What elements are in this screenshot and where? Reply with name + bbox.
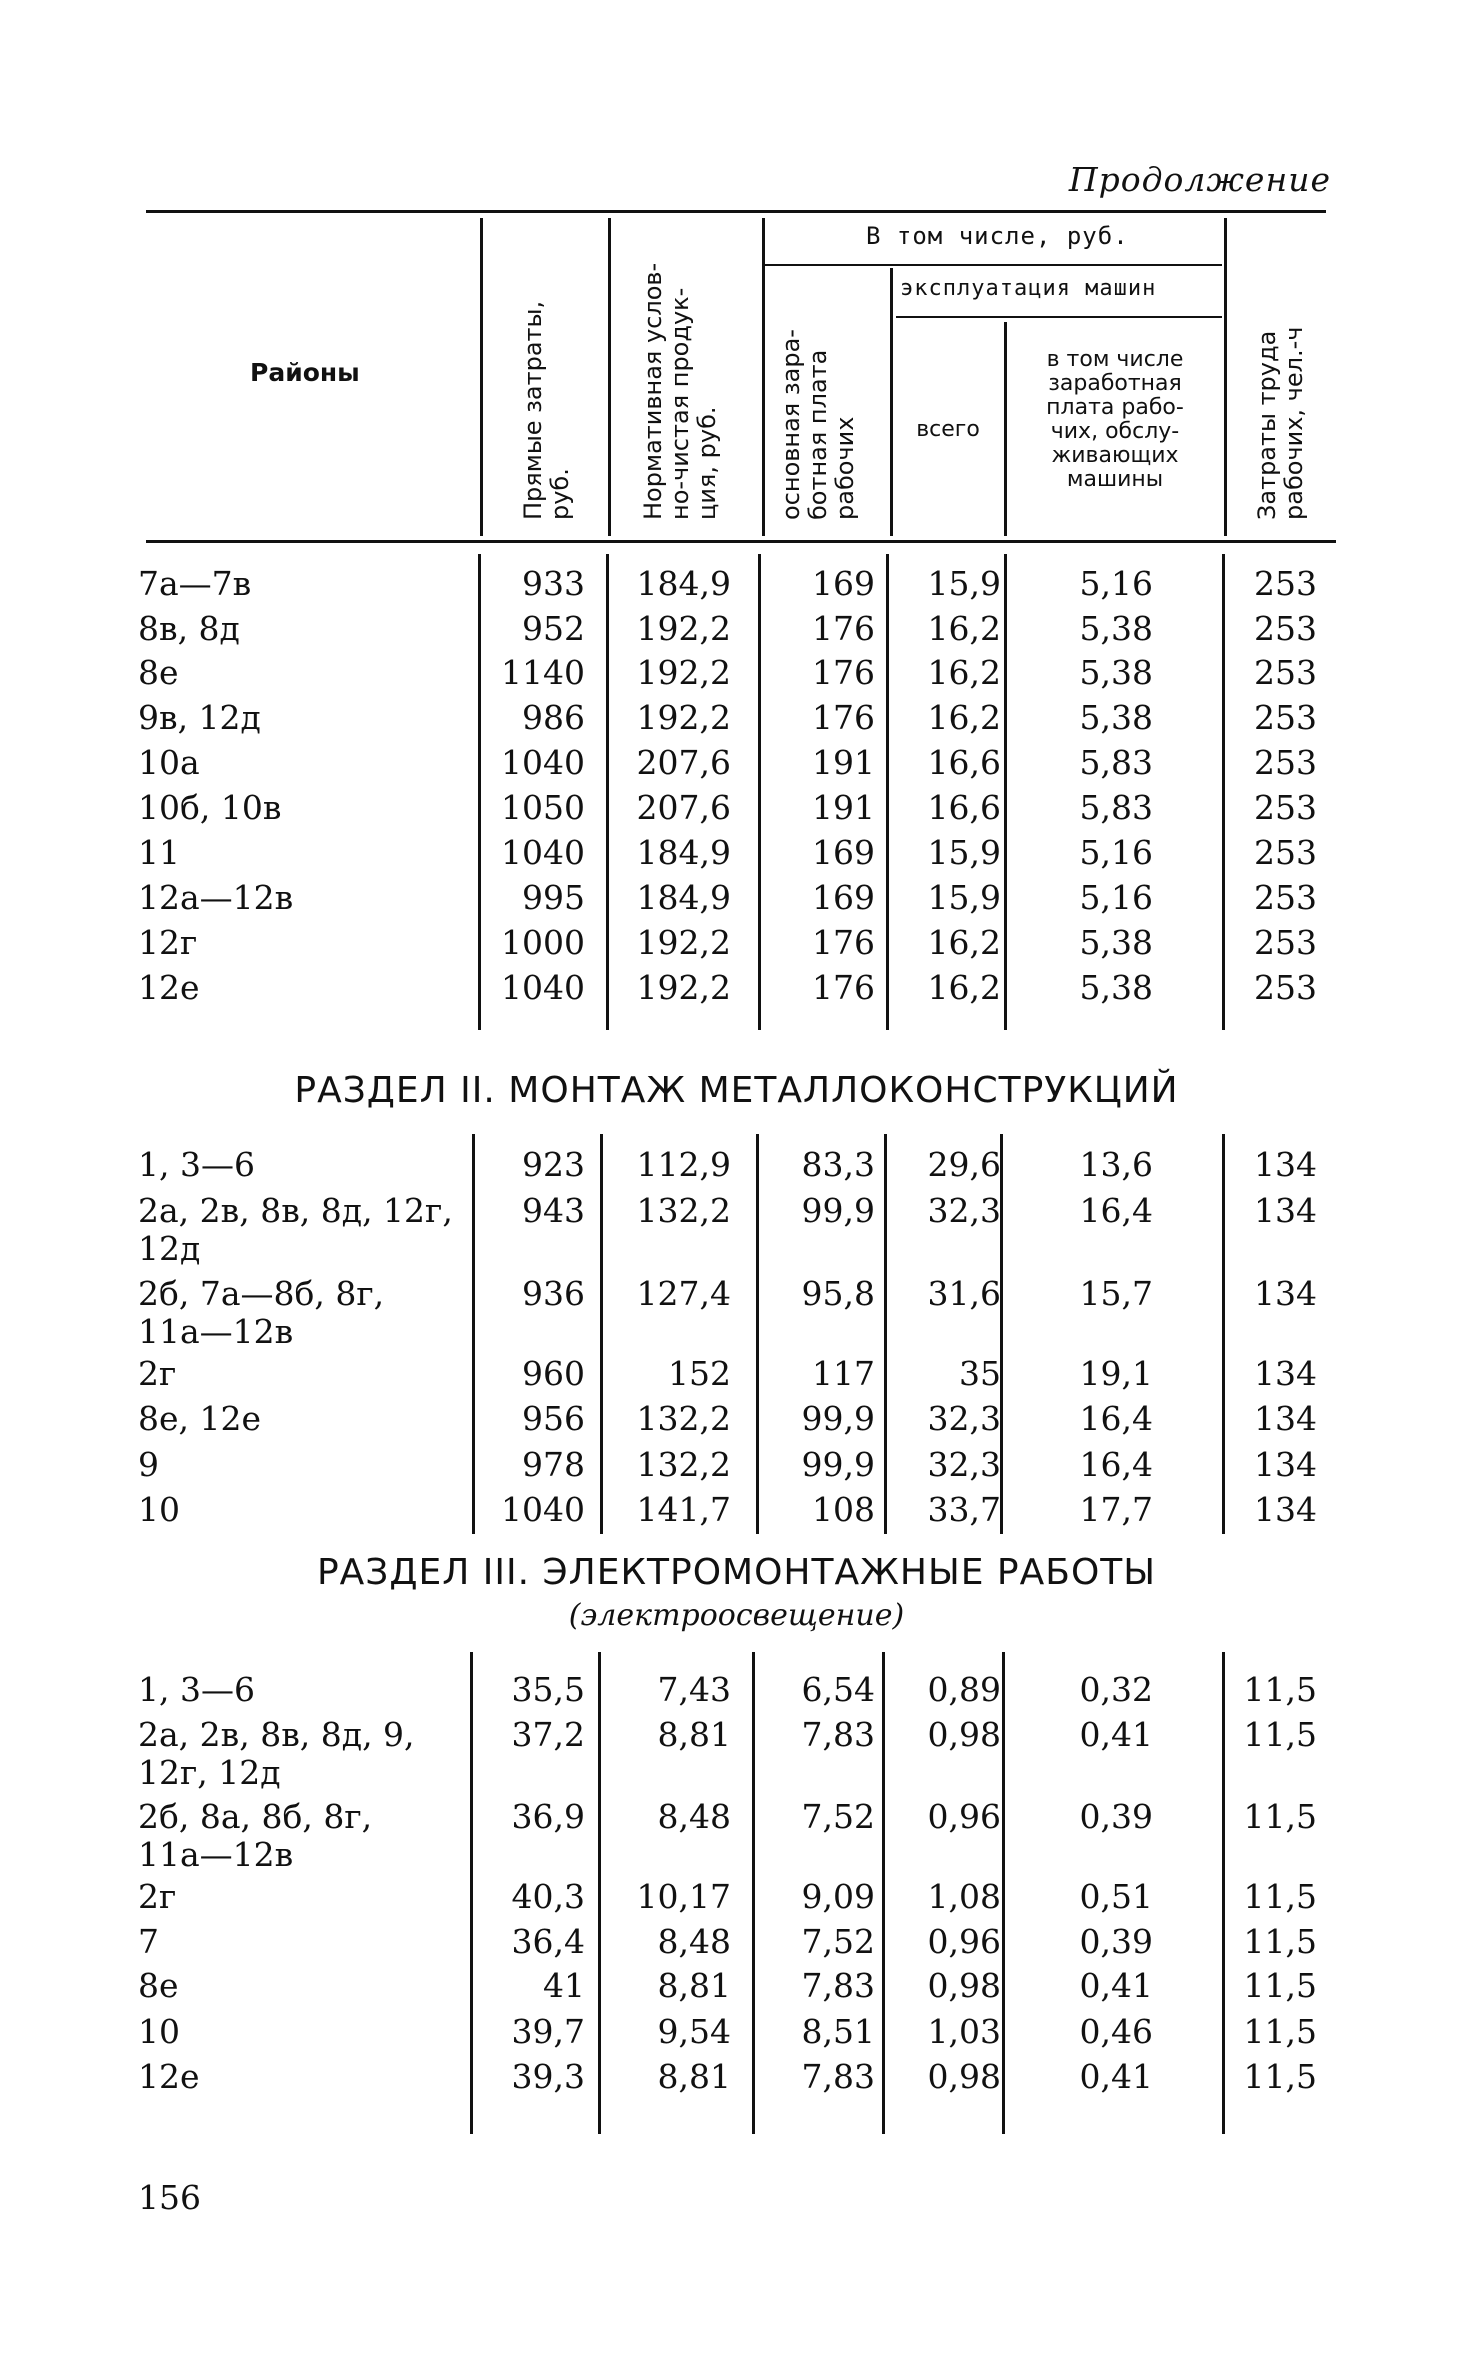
cell-direct-costs: 995 xyxy=(522,878,585,917)
cell-machine-wage: 17,7 xyxy=(1079,1490,1153,1529)
cell-district: 10 xyxy=(138,1490,180,1529)
s1-col-line-6 xyxy=(1222,554,1225,1030)
cell-machine-wage: 0,32 xyxy=(1079,1670,1153,1709)
cell-machine-wage: 0,41 xyxy=(1079,2057,1153,2096)
cell-machine-total: 16,2 xyxy=(927,923,1001,962)
cell-normative-output: 207,6 xyxy=(636,788,731,827)
cell-machine-total: 29,6 xyxy=(927,1145,1001,1184)
cell-direct-costs: 40,3 xyxy=(511,1877,585,1916)
cell-direct-costs: 36,9 xyxy=(511,1797,585,1836)
cell-normative-output: 8,81 xyxy=(657,2057,731,2096)
header-top-rule xyxy=(146,210,1326,213)
page-number: 156 xyxy=(138,2178,201,2217)
cell-direct-costs: 923 xyxy=(522,1145,585,1184)
cell-machine-wage: 0,51 xyxy=(1079,1877,1153,1916)
cell-base-wage: 117 xyxy=(812,1354,875,1393)
cell-normative-output: 184,9 xyxy=(636,878,731,917)
header-bottom-rule xyxy=(146,540,1336,543)
cell-machine-wage: 5,16 xyxy=(1079,564,1153,603)
cell-district: 12е xyxy=(138,2057,200,2096)
cell-labor: 11,5 xyxy=(1243,1670,1317,1709)
cell-labor: 253 xyxy=(1254,833,1317,872)
s3-col-line-1 xyxy=(470,1652,473,2134)
cell-labor: 253 xyxy=(1254,564,1317,603)
cell-district: 11 xyxy=(138,833,180,872)
cell-normative-output: 192,2 xyxy=(636,609,731,648)
cell-labor: 134 xyxy=(1254,1274,1317,1313)
cell-machine-total: 16,2 xyxy=(927,653,1001,692)
cell-district: 8в, 8д xyxy=(138,609,240,648)
cell-machine-total: 0,89 xyxy=(927,1670,1001,1709)
cell-machine-total: 15,9 xyxy=(927,833,1001,872)
cell-base-wage: 176 xyxy=(812,698,875,737)
cell-base-wage: 7,83 xyxy=(801,1966,875,2005)
cell-machine-wage: 16,4 xyxy=(1079,1191,1153,1230)
cell-district: 10 xyxy=(138,2012,180,2051)
header-total: всего xyxy=(916,417,980,442)
cell-normative-output: 9,54 xyxy=(657,2012,731,2051)
cell-machine-total: 16,6 xyxy=(927,743,1001,782)
cell-labor: 253 xyxy=(1254,923,1317,962)
cell-normative-output: 10,17 xyxy=(636,1877,731,1916)
cell-machine-total: 16,2 xyxy=(927,698,1001,737)
cell-machine-total: 33,7 xyxy=(927,1490,1001,1529)
cell-machine-wage: 16,4 xyxy=(1079,1445,1153,1484)
cell-machine-total: 15,9 xyxy=(927,878,1001,917)
cell-normative-output: 141,7 xyxy=(636,1490,731,1529)
cell-base-wage: 99,9 xyxy=(801,1191,875,1230)
cell-machine-wage: 0,39 xyxy=(1079,1922,1153,1961)
cell-machine-total: 0,96 xyxy=(927,1797,1001,1836)
cell-district: 2а, 2в, 8в, 8д, 9, 12г, 12д xyxy=(138,1715,415,1792)
continued-label: Продолжение xyxy=(1068,160,1331,199)
header-including: В том числе, руб. xyxy=(866,222,1129,250)
cell-direct-costs: 1040 xyxy=(501,743,585,782)
cell-base-wage: 99,9 xyxy=(801,1399,875,1438)
cell-district: 2б, 8а, 8б, 8г, 11а—12в xyxy=(138,1797,373,1874)
cell-labor: 11,5 xyxy=(1243,1715,1317,1754)
cell-district: 9 xyxy=(138,1445,159,1484)
cell-normative-output: 7,43 xyxy=(657,1670,731,1709)
cell-normative-output: 192,2 xyxy=(636,968,731,1007)
cell-machine-wage: 5,16 xyxy=(1079,878,1153,917)
header-base-wage: основная зара- ботная плата рабочих xyxy=(777,329,859,520)
cell-labor: 134 xyxy=(1254,1354,1317,1393)
cell-machine-total: 15,9 xyxy=(927,564,1001,603)
cell-base-wage: 169 xyxy=(812,878,875,917)
cell-direct-costs: 35,5 xyxy=(511,1670,585,1709)
cell-direct-costs: 952 xyxy=(522,609,585,648)
cell-direct-costs: 1140 xyxy=(501,653,585,692)
cell-district: 2а, 2в, 8в, 8д, 12г, 12д xyxy=(138,1191,453,1268)
cell-base-wage: 95,8 xyxy=(801,1274,875,1313)
header-col-line-2 xyxy=(608,218,611,536)
cell-machine-wage: 16,4 xyxy=(1079,1399,1153,1438)
cell-labor: 134 xyxy=(1254,1145,1317,1184)
cell-direct-costs: 936 xyxy=(522,1274,585,1313)
header-incl-wage: в том числе заработная плата рабо- чих, обслу- живающих машины xyxy=(1046,347,1184,492)
s3-col-line-2 xyxy=(598,1652,601,2134)
cell-labor: 134 xyxy=(1254,1191,1317,1230)
s3-col-line-5 xyxy=(1002,1652,1005,2134)
cell-machine-wage: 15,7 xyxy=(1079,1274,1153,1313)
header-col-line-6 xyxy=(1224,218,1227,536)
cell-district: 9в, 12д xyxy=(138,698,261,737)
cell-direct-costs: 37,2 xyxy=(511,1715,585,1754)
cell-direct-costs: 1040 xyxy=(501,968,585,1007)
cell-direct-costs: 933 xyxy=(522,564,585,603)
header-districts: Районы xyxy=(250,358,360,387)
header-col-line-3 xyxy=(762,218,765,536)
s3-col-line-6 xyxy=(1222,1652,1225,2134)
s3-col-line-4 xyxy=(882,1652,885,2134)
cell-labor: 134 xyxy=(1254,1490,1317,1529)
cell-district: 1, 3—6 xyxy=(138,1670,255,1709)
cell-machine-total: 32,3 xyxy=(927,1399,1001,1438)
cell-district: 2г xyxy=(138,1877,177,1916)
s1-col-line-1 xyxy=(478,554,481,1030)
cell-district: 10а xyxy=(138,743,200,782)
cell-direct-costs: 39,7 xyxy=(511,2012,585,2051)
cell-machine-total: 1,08 xyxy=(927,1877,1001,1916)
cell-base-wage: 176 xyxy=(812,923,875,962)
cell-machine-wage: 0,41 xyxy=(1079,1715,1153,1754)
header-col-line-1 xyxy=(480,218,483,536)
cell-labor: 134 xyxy=(1254,1445,1317,1484)
cell-direct-costs: 986 xyxy=(522,698,585,737)
cell-labor: 253 xyxy=(1254,743,1317,782)
cell-machine-wage: 0,46 xyxy=(1079,2012,1153,2051)
cell-base-wage: 83,3 xyxy=(801,1145,875,1184)
cell-district: 1, 3—6 xyxy=(138,1145,255,1184)
cell-normative-output: 112,9 xyxy=(636,1145,731,1184)
cell-base-wage: 7,83 xyxy=(801,2057,875,2096)
cell-district: 12г xyxy=(138,923,198,962)
cell-base-wage: 6,54 xyxy=(801,1670,875,1709)
cell-normative-output: 192,2 xyxy=(636,653,731,692)
cell-direct-costs: 978 xyxy=(522,1445,585,1484)
cell-machine-total: 0,96 xyxy=(927,1922,1001,1961)
cell-base-wage: 176 xyxy=(812,968,875,1007)
cell-normative-output: 207,6 xyxy=(636,743,731,782)
cell-normative-output: 192,2 xyxy=(636,698,731,737)
cell-normative-output: 8,81 xyxy=(657,1966,731,2005)
cell-normative-output: 184,9 xyxy=(636,833,731,872)
s1-col-line-5 xyxy=(1004,554,1007,1030)
cell-district: 8е xyxy=(138,653,179,692)
cell-base-wage: 8,51 xyxy=(801,2012,875,2051)
cell-machine-total: 32,3 xyxy=(927,1191,1001,1230)
cell-normative-output: 8,48 xyxy=(657,1797,731,1836)
cell-district: 2б, 7а—8б, 8г, 11а—12в xyxy=(138,1274,385,1351)
cell-normative-output: 192,2 xyxy=(636,923,731,962)
cell-district: 7 xyxy=(138,1922,159,1961)
s2-col-line-4 xyxy=(884,1134,887,1534)
header-col-line-5 xyxy=(1004,322,1007,536)
cell-district: 8е, 12е xyxy=(138,1399,262,1438)
cell-base-wage: 7,83 xyxy=(801,1715,875,1754)
cell-normative-output: 8,48 xyxy=(657,1922,731,1961)
cell-base-wage: 7,52 xyxy=(801,1797,875,1836)
cell-base-wage: 191 xyxy=(812,788,875,827)
cell-labor: 253 xyxy=(1254,609,1317,648)
cell-machine-wage: 5,38 xyxy=(1079,609,1153,648)
section3-title: РАЗДЕЛ III. ЭЛЕКТРОМОНТАЖНЫЕ РАБОТЫ xyxy=(316,1552,1157,1593)
cell-base-wage: 9,09 xyxy=(801,1877,875,1916)
cell-labor: 11,5 xyxy=(1243,1922,1317,1961)
cell-direct-costs: 1000 xyxy=(501,923,585,962)
cell-direct-costs: 41 xyxy=(543,1966,585,2005)
cell-base-wage: 176 xyxy=(812,653,875,692)
s1-col-line-2 xyxy=(606,554,609,1030)
cell-normative-output: 184,9 xyxy=(636,564,731,603)
cell-direct-costs: 36,4 xyxy=(511,1922,585,1961)
cell-machine-wage: 19,1 xyxy=(1079,1354,1153,1393)
cell-labor: 11,5 xyxy=(1243,1797,1317,1836)
cell-labor: 11,5 xyxy=(1243,1877,1317,1916)
s2-col-line-6 xyxy=(1222,1134,1225,1534)
section2-title: РАЗДЕЛ II. МОНТАЖ МЕТАЛЛОКОНСТРУКЦИЙ xyxy=(294,1070,1179,1111)
cell-labor: 11,5 xyxy=(1243,2012,1317,2051)
cell-base-wage: 99,9 xyxy=(801,1445,875,1484)
s2-col-line-3 xyxy=(756,1134,759,1534)
cell-normative-output: 127,4 xyxy=(636,1274,731,1313)
cell-base-wage: 169 xyxy=(812,564,875,603)
cell-machine-wage: 5,38 xyxy=(1079,923,1153,962)
cell-machine-total: 0,98 xyxy=(927,1966,1001,2005)
cell-machine-total: 0,98 xyxy=(927,2057,1001,2096)
cell-district: 7а—7в xyxy=(138,564,252,603)
cell-machine-wage: 13,6 xyxy=(1079,1145,1153,1184)
cell-labor: 253 xyxy=(1254,698,1317,737)
cell-direct-costs: 39,3 xyxy=(511,2057,585,2096)
cell-machine-total: 1,03 xyxy=(927,2012,1001,2051)
cell-labor: 253 xyxy=(1254,968,1317,1007)
cell-machine-total: 16,6 xyxy=(927,788,1001,827)
cell-base-wage: 176 xyxy=(812,609,875,648)
machine-rule xyxy=(896,316,1222,318)
cell-machine-wage: 0,39 xyxy=(1079,1797,1153,1836)
cell-labor: 253 xyxy=(1254,788,1317,827)
cell-machine-total: 16,2 xyxy=(927,609,1001,648)
cell-machine-total: 0,98 xyxy=(927,1715,1001,1754)
cell-normative-output: 152 xyxy=(668,1354,731,1393)
cell-base-wage: 169 xyxy=(812,833,875,872)
cell-machine-total: 35 xyxy=(959,1354,1001,1393)
cell-base-wage: 7,52 xyxy=(801,1922,875,1961)
cell-district: 10б, 10в xyxy=(138,788,282,827)
s2-col-line-1 xyxy=(472,1134,475,1534)
cell-base-wage: 108 xyxy=(812,1490,875,1529)
cell-direct-costs: 956 xyxy=(522,1399,585,1438)
cell-labor: 253 xyxy=(1254,878,1317,917)
cell-normative-output: 132,2 xyxy=(636,1445,731,1484)
cell-machine-wage: 5,83 xyxy=(1079,788,1153,827)
including-rule xyxy=(764,264,1222,266)
cell-machine-wage: 5,38 xyxy=(1079,968,1153,1007)
cell-base-wage: 191 xyxy=(812,743,875,782)
cell-district: 12е xyxy=(138,968,200,1007)
header-machine-operation: эксплуатация машин xyxy=(900,276,1157,301)
cell-direct-costs: 1040 xyxy=(501,1490,585,1529)
cell-machine-total: 16,2 xyxy=(927,968,1001,1007)
s1-col-line-3 xyxy=(758,554,761,1030)
cell-direct-costs: 1050 xyxy=(501,788,585,827)
cell-labor: 253 xyxy=(1254,653,1317,692)
cell-district: 2г xyxy=(138,1354,177,1393)
cell-labor: 134 xyxy=(1254,1399,1317,1438)
cell-labor: 11,5 xyxy=(1243,1966,1317,2005)
cell-machine-wage: 5,16 xyxy=(1079,833,1153,872)
cell-normative-output: 132,2 xyxy=(636,1399,731,1438)
s3-col-line-3 xyxy=(752,1652,755,2134)
cell-direct-costs: 960 xyxy=(522,1354,585,1393)
cell-normative-output: 132,2 xyxy=(636,1191,731,1230)
cell-district: 12а—12в xyxy=(138,878,294,917)
header-labor: Затраты труда рабочих, чел.-ч xyxy=(1253,326,1308,520)
cell-machine-total: 31,6 xyxy=(927,1274,1001,1313)
section3-subtitle: (электроосвещение) xyxy=(568,1598,905,1633)
cell-machine-wage: 5,38 xyxy=(1079,698,1153,737)
header-normative-output: Нормативная услов- но-чистая продук- ция, руб. xyxy=(639,262,721,520)
cell-machine-wage: 5,38 xyxy=(1079,653,1153,692)
cell-district: 8е xyxy=(138,1966,179,2005)
s1-col-line-4 xyxy=(886,554,889,1030)
header-col-line-4 xyxy=(890,268,893,536)
header-direct-costs: Прямые затраты, руб. xyxy=(519,300,574,520)
cell-machine-total: 32,3 xyxy=(927,1445,1001,1484)
cell-machine-wage: 5,83 xyxy=(1079,743,1153,782)
cell-labor: 11,5 xyxy=(1243,2057,1317,2096)
cell-machine-wage: 0,41 xyxy=(1079,1966,1153,2005)
cell-direct-costs: 1040 xyxy=(501,833,585,872)
cell-normative-output: 8,81 xyxy=(657,1715,731,1754)
cell-direct-costs: 943 xyxy=(522,1191,585,1230)
s2-col-line-2 xyxy=(600,1134,603,1534)
